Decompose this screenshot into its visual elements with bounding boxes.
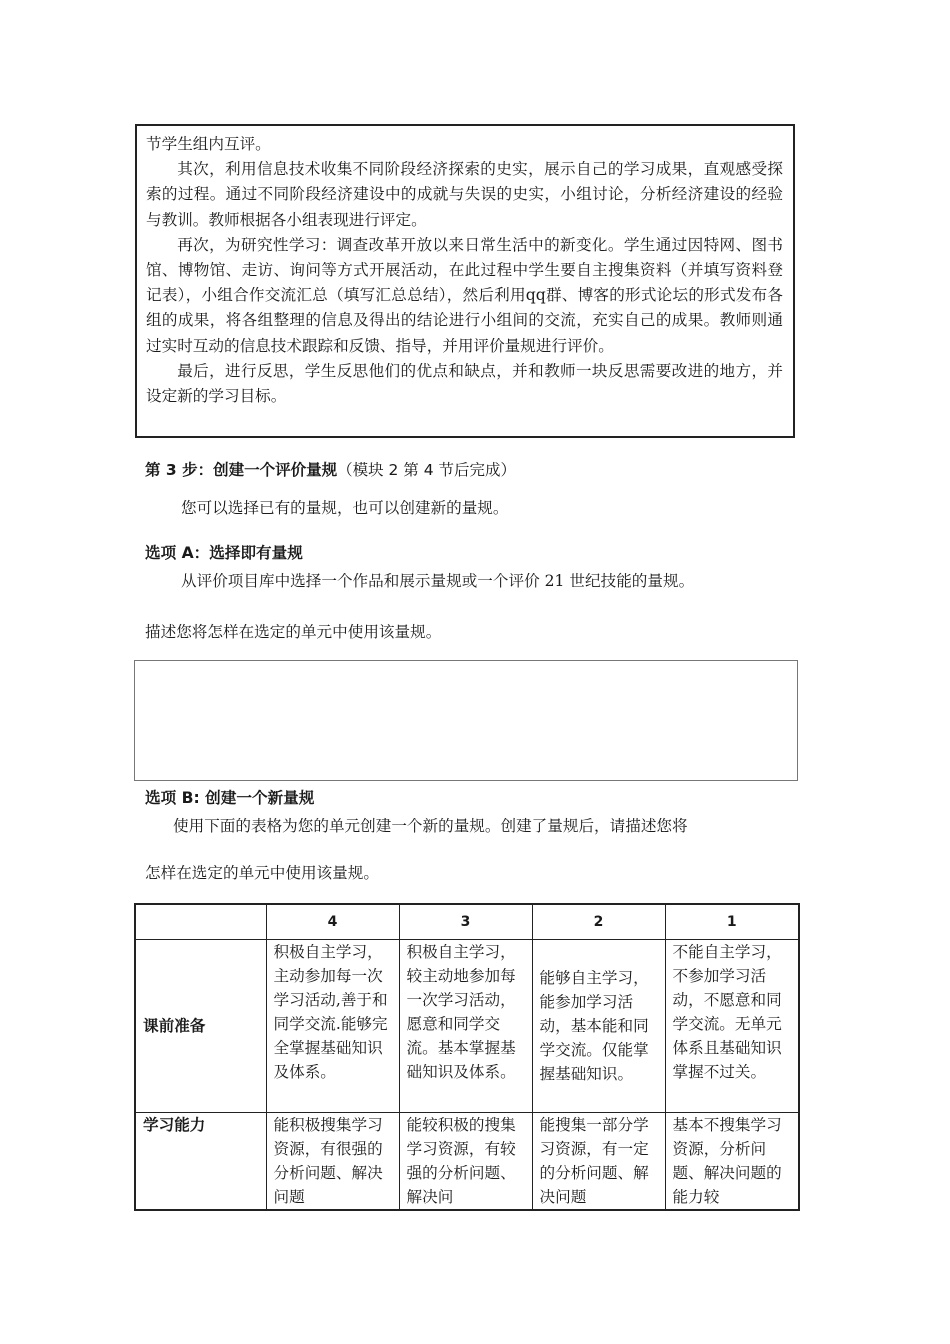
table-cell — [399, 1113, 532, 1211]
header-cell-1: 1 — [665, 904, 799, 940]
option-b-text-1: 使用下面的表格为您的单元创建一个新的量规。创建了量规后，请描述您将 — [173, 817, 688, 835]
table-row — [135, 940, 799, 1113]
rubric-table — [134, 903, 800, 1211]
table-cell — [532, 1113, 665, 1211]
step3-heading — [145, 458, 516, 480]
header-cell-empty — [135, 904, 266, 940]
option-a-title: 选项 A：选择即有量规 — [145, 544, 303, 562]
row-label: 学习能力 — [135, 1113, 266, 1211]
paragraph-second: 其次，利用信息技术收集不同阶段经济探索的史实，展示自己的学习成果，直观感受探索的过程。通过不同阶段经济建设中的成就与失误的史实，小组讨论，分析经济建设的经验与教训。教师根据各小组表现进行评定。 — [146, 160, 783, 229]
table-cell — [665, 1113, 799, 1211]
table-cell: 积极自主学习，主动参加每一次学习活动,善于和同学交流.能够完全掌握基础知识及体系。 — [266, 940, 399, 1113]
activity-description-box — [135, 124, 795, 438]
header-cell-3: 3 — [399, 904, 532, 940]
step3-subtitle: （模块 2 第 4 节后完成） — [337, 461, 517, 479]
rubric-header-row — [135, 904, 799, 940]
table-row — [135, 1113, 799, 1211]
rubric-usage-input-box[interactable] — [134, 660, 798, 781]
header-cell-2: 2 — [532, 904, 665, 940]
option-b-text-2: 怎样在选定的单元中使用该量规。 — [145, 864, 379, 882]
cell-text: 基本不搜集学习资源，分析问题、解决问题的能力较 — [672, 1116, 782, 1206]
option-a-text: 从评价项目库中选择一个作品和展示量规或一个评价 21 世纪技能的量规。 — [181, 572, 695, 590]
header-cell-4: 4 — [266, 904, 399, 940]
step3-intro: 您可以选择已有的量规，也可以创建新的量规。 — [181, 499, 509, 517]
cell-text: 能积极搜集学习资源，有很强的分析问题、解决问题 — [273, 1116, 383, 1206]
table-cell: 不能自主学习，不参加学习活动，不愿意和同学交流。无单元体系且基础知识掌握不过关。 — [665, 940, 799, 1113]
cell-text: 能搜集一部分学习资源，有一定的分析问题、解决问题 — [539, 1116, 649, 1206]
step3-title: 第 3 步：创建一个评价量规 — [145, 461, 338, 479]
paragraph-last: 最后，进行反思，学生反思他们的优点和缺点，并和教师一块反思需要改进的地方，并设定新的学习目标。 — [146, 361, 783, 406]
cell-text: 能较积极的搜集学习资源，有较强的分析问题、解决问 — [406, 1116, 516, 1206]
paragraph-continuation: 节学生组内互评。 — [146, 135, 271, 153]
option-a-describe: 描述您将怎样在选定的单元中使用该量规。 — [145, 623, 442, 641]
table-cell: 能够自主学习，能参加学习活动，基本能和同学交流。仅能掌握基础知识。 — [532, 940, 665, 1113]
row-label: 课前准备 — [135, 940, 266, 1113]
table-cell: 积极自主学习，较主动地参加每一次学习活动，愿意和同学交流。基本掌握基础知识及体系。 — [399, 940, 532, 1113]
option-b-title: 选项 B: 创建一个新量规 — [145, 789, 315, 807]
table-cell — [266, 1113, 399, 1211]
paragraph-third: 再次，为研究性学习：调查改革开放以来日常生活中的新变化。学生通过因特网、图书馆、博物馆、走访、询问等方式开展活动，在此过程中学生要自主搜集资料（并填写资料登记表），小组合作交流汇总（填写汇总总结），然后利用qq群、博客的形式论坛的形式发布各组的成果，将各组整理的信息及得出的结论进行小组间的交流，充实自己的成果。教师则通过实时互动的信息技术跟踪和反馈、指导，并用评价量规进行评价。 — [146, 235, 783, 355]
